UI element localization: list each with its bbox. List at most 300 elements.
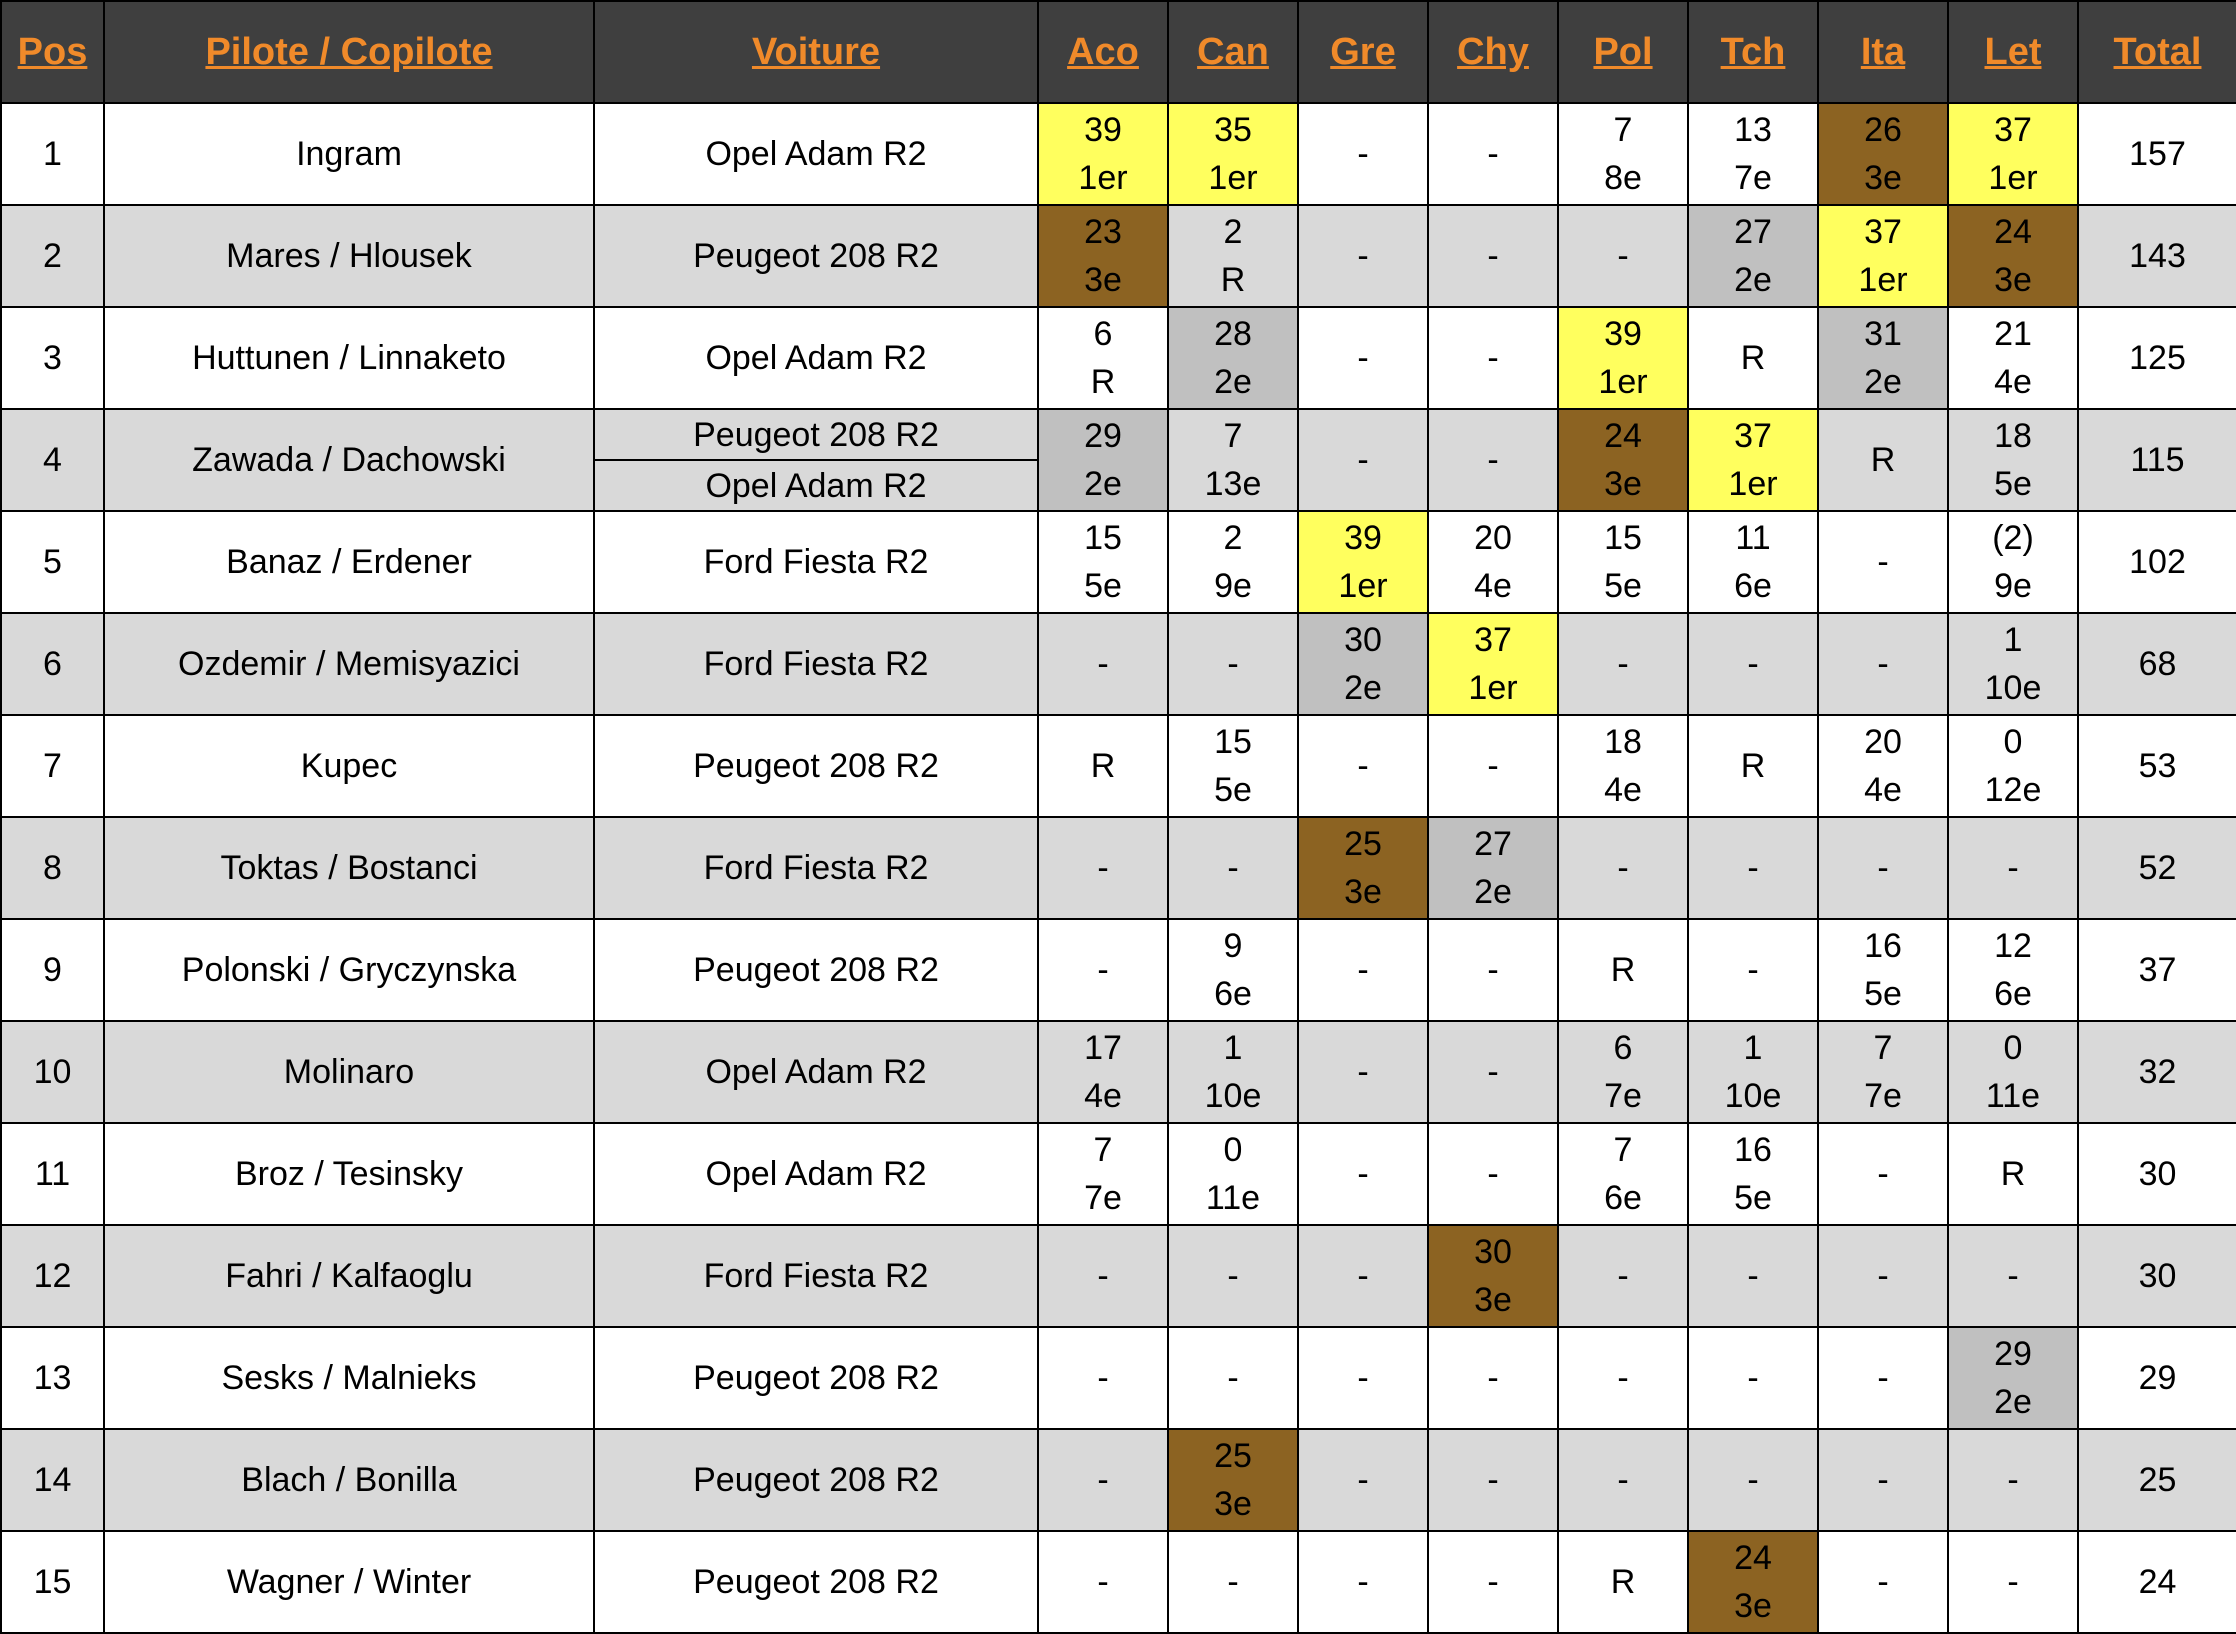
rally-result-cell bbox=[1688, 715, 1818, 817]
finish-place: 4e bbox=[1994, 363, 2032, 401]
finish-place: R bbox=[1090, 363, 1116, 401]
finish-place: 11e bbox=[1205, 1179, 1261, 1217]
rally-result-cell bbox=[1818, 103, 1948, 205]
total-cell: 30 bbox=[2078, 1123, 2236, 1225]
rally-result-cell bbox=[1948, 1531, 2078, 1633]
rally-result-cell bbox=[1558, 817, 1688, 919]
rally-result-cell bbox=[1948, 511, 2078, 613]
rally-result-cell bbox=[1168, 613, 1298, 715]
finish-place: 2e bbox=[1994, 1383, 2032, 1421]
points-value: 31 bbox=[1864, 315, 1902, 353]
points-value: R bbox=[1090, 747, 1116, 785]
points-value: 30 bbox=[1344, 621, 1382, 659]
points-value: - bbox=[1487, 237, 1499, 275]
points-value: 16 bbox=[1734, 1131, 1772, 1169]
points-value: 23 bbox=[1084, 213, 1122, 251]
finish-place: 5e bbox=[1214, 771, 1252, 809]
rally-result-cell bbox=[1168, 919, 1298, 1021]
points-value: - bbox=[1487, 951, 1499, 989]
finish-place: 3e bbox=[1604, 465, 1642, 503]
finish-place: 4e bbox=[1864, 771, 1902, 809]
total-cell: 157 bbox=[2078, 103, 2236, 205]
points-value: 35 bbox=[1214, 111, 1252, 149]
points-value: - bbox=[1357, 951, 1369, 989]
points-value: 1 bbox=[1743, 1029, 1763, 1067]
rally-result-cell bbox=[1298, 1327, 1428, 1429]
points-value: - bbox=[1487, 135, 1499, 173]
points-value: - bbox=[1357, 135, 1369, 173]
points-value: - bbox=[1617, 237, 1629, 275]
rally-result-cell bbox=[1428, 1021, 1558, 1123]
driver-cell: Ozdemir / Memisyazici bbox=[104, 613, 594, 715]
table-body bbox=[1, 103, 2236, 1633]
points-value: - bbox=[1747, 645, 1759, 683]
points-value: 28 bbox=[1214, 315, 1252, 353]
points-value: - bbox=[1877, 543, 1889, 581]
rally-result-cell bbox=[1948, 409, 2078, 511]
rally-result-cell bbox=[1688, 103, 1818, 205]
points-value: - bbox=[1357, 1257, 1369, 1295]
rally-result-cell bbox=[1948, 1021, 2078, 1123]
rally-result-cell bbox=[1298, 307, 1428, 409]
points-value: - bbox=[1487, 1461, 1499, 1499]
car-cell bbox=[594, 409, 1038, 511]
total-cell: 125 bbox=[2078, 307, 2236, 409]
finish-place: 1er bbox=[1988, 159, 2038, 197]
rally-result-cell bbox=[1688, 307, 1818, 409]
car-cell bbox=[594, 613, 1038, 715]
rally-result-cell bbox=[1948, 307, 2078, 409]
rally-result-cell bbox=[1428, 1327, 1558, 1429]
car-name: Opel Adam R2 bbox=[705, 135, 927, 173]
points-value: - bbox=[1357, 237, 1369, 275]
header-rally-pol: Pol bbox=[1558, 1, 1688, 103]
car-name: Peugeot 208 R2 bbox=[693, 1461, 939, 1499]
points-value: 18 bbox=[1994, 417, 2032, 455]
rally-result-cell bbox=[1038, 103, 1168, 205]
car-name: Opel Adam R2 bbox=[705, 1155, 927, 1193]
driver-cell: Zawada / Dachowski bbox=[104, 409, 594, 511]
points-value: 25 bbox=[1344, 825, 1382, 863]
points-value: - bbox=[1747, 951, 1759, 989]
points-value: 30 bbox=[1474, 1233, 1512, 1271]
points-value: 37 bbox=[1864, 213, 1902, 251]
finish-place: 1er bbox=[1208, 159, 1258, 197]
driver-cell: Wagner / Winter bbox=[104, 1531, 594, 1633]
points-value: - bbox=[1097, 1359, 1109, 1397]
points-value: 29 bbox=[1084, 417, 1122, 455]
rally-result-cell bbox=[1038, 1429, 1168, 1531]
points-value: - bbox=[1617, 849, 1629, 887]
rally-result-cell bbox=[1298, 817, 1428, 919]
rally-result-cell bbox=[1168, 1225, 1298, 1327]
finish-place: 3e bbox=[1474, 1281, 1512, 1319]
table-row bbox=[1, 1225, 2236, 1327]
finish-place: 3e bbox=[1084, 261, 1122, 299]
rally-result-cell bbox=[1428, 1429, 1558, 1531]
car-name: Peugeot 208 R2 bbox=[595, 410, 1037, 461]
finish-place: 3e bbox=[1344, 873, 1382, 911]
points-value: 16 bbox=[1864, 927, 1902, 965]
table-row bbox=[1, 1429, 2236, 1531]
points-value: - bbox=[1357, 1053, 1369, 1091]
rally-result-cell bbox=[1298, 511, 1428, 613]
rally-result-cell bbox=[1688, 409, 1818, 511]
rally-result-cell bbox=[1038, 817, 1168, 919]
points-value: - bbox=[1617, 1461, 1629, 1499]
rally-result-cell bbox=[1428, 409, 1558, 511]
points-value: - bbox=[1227, 1359, 1239, 1397]
points-value: 15 bbox=[1214, 723, 1252, 761]
finish-place: 5e bbox=[1084, 567, 1122, 605]
points-value: 11 bbox=[1735, 519, 1771, 557]
position-cell: 11 bbox=[1, 1123, 104, 1225]
points-value: - bbox=[1877, 1461, 1889, 1499]
finish-place: 7e bbox=[1604, 1077, 1642, 1115]
finish-place: 2e bbox=[1214, 363, 1252, 401]
finish-place: 2e bbox=[1864, 363, 1902, 401]
points-value: - bbox=[1097, 951, 1109, 989]
points-value: 37 bbox=[1474, 621, 1512, 659]
points-value: 1 bbox=[2003, 621, 2023, 659]
rally-result-cell bbox=[1558, 919, 1688, 1021]
car-name: Peugeot 208 R2 bbox=[693, 951, 939, 989]
header-rally-chy: Chy bbox=[1428, 1, 1558, 103]
car-list bbox=[595, 410, 1037, 510]
driver-cell: Broz / Tesinsky bbox=[104, 1123, 594, 1225]
points-value: - bbox=[1227, 1257, 1239, 1295]
points-value: - bbox=[1357, 1155, 1369, 1193]
rally-result-cell bbox=[1168, 511, 1298, 613]
header-rally-let: Let bbox=[1948, 1, 2078, 103]
car-cell bbox=[594, 1225, 1038, 1327]
header-rally-can: Can bbox=[1168, 1, 1298, 103]
car-name: Peugeot 208 R2 bbox=[693, 1359, 939, 1397]
car-name: Ford Fiesta R2 bbox=[703, 543, 929, 581]
total-cell: 30 bbox=[2078, 1225, 2236, 1327]
points-value: 25 bbox=[1214, 1437, 1252, 1475]
total-cell: 29 bbox=[2078, 1327, 2236, 1429]
finish-place: 6e bbox=[1214, 975, 1252, 1013]
table-row bbox=[1, 1531, 2236, 1633]
points-value: 24 bbox=[1994, 213, 2032, 251]
rally-result-cell bbox=[1038, 307, 1168, 409]
points-value: 7 bbox=[1093, 1131, 1113, 1169]
position-cell: 4 bbox=[1, 409, 104, 511]
points-value: - bbox=[1227, 849, 1239, 887]
points-value: - bbox=[2007, 849, 2019, 887]
car-cell bbox=[594, 511, 1038, 613]
points-value: 0 bbox=[1223, 1131, 1243, 1169]
points-value: 15 bbox=[1604, 519, 1642, 557]
points-value: 1 bbox=[1223, 1029, 1243, 1067]
car-name: Peugeot 208 R2 bbox=[693, 747, 939, 785]
car-cell bbox=[594, 1327, 1038, 1429]
rally-result-cell bbox=[1558, 1327, 1688, 1429]
points-value: 7 bbox=[1223, 417, 1243, 455]
table-row bbox=[1, 205, 2236, 307]
rally-result-cell bbox=[1818, 1021, 1948, 1123]
position-cell: 8 bbox=[1, 817, 104, 919]
points-value: - bbox=[1097, 1257, 1109, 1295]
rally-result-cell bbox=[1818, 1225, 1948, 1327]
finish-place: 1er bbox=[1078, 159, 1128, 197]
position-cell: 10 bbox=[1, 1021, 104, 1123]
points-value: 17 bbox=[1084, 1029, 1122, 1067]
finish-place: 6e bbox=[1994, 975, 2032, 1013]
header-total: Total bbox=[2078, 1, 2236, 103]
rally-result-cell bbox=[1038, 919, 1168, 1021]
points-value: R bbox=[1610, 951, 1636, 989]
rally-result-cell bbox=[1168, 205, 1298, 307]
rally-result-cell bbox=[1428, 103, 1558, 205]
car-name: Ford Fiesta R2 bbox=[703, 849, 929, 887]
total-cell: 53 bbox=[2078, 715, 2236, 817]
points-value: 7 bbox=[1613, 1131, 1633, 1169]
finish-place: 2e bbox=[1734, 261, 1772, 299]
points-value: R bbox=[1870, 441, 1896, 479]
points-value: - bbox=[1097, 645, 1109, 683]
points-value: 7 bbox=[1873, 1029, 1893, 1067]
rally-result-cell bbox=[1558, 1225, 1688, 1327]
position-cell: 7 bbox=[1, 715, 104, 817]
points-value: - bbox=[1357, 1563, 1369, 1601]
rally-result-cell bbox=[1558, 307, 1688, 409]
rally-result-cell bbox=[1168, 409, 1298, 511]
points-value: 39 bbox=[1604, 315, 1642, 353]
rally-result-cell bbox=[1558, 1531, 1688, 1633]
rally-result-cell bbox=[1298, 205, 1428, 307]
driver-cell: Banaz / Erdener bbox=[104, 511, 594, 613]
position-cell: 9 bbox=[1, 919, 104, 1021]
rally-result-cell bbox=[1688, 919, 1818, 1021]
position-cell: 5 bbox=[1, 511, 104, 613]
points-value: 21 bbox=[1994, 315, 2032, 353]
car-name: Peugeot 208 R2 bbox=[693, 237, 939, 275]
points-value: - bbox=[1487, 1155, 1499, 1193]
finish-place: 11e bbox=[1985, 1077, 2041, 1115]
table-row bbox=[1, 613, 2236, 715]
points-value: 39 bbox=[1344, 519, 1382, 557]
position-cell: 6 bbox=[1, 613, 104, 715]
rally-result-cell bbox=[1428, 613, 1558, 715]
rally-result-cell bbox=[1558, 613, 1688, 715]
rally-result-cell bbox=[1168, 817, 1298, 919]
table-row bbox=[1, 511, 2236, 613]
car-cell bbox=[594, 919, 1038, 1021]
rally-result-cell bbox=[1428, 1531, 1558, 1633]
points-value: - bbox=[1877, 1359, 1889, 1397]
points-value: - bbox=[1097, 1563, 1109, 1601]
car-cell bbox=[594, 205, 1038, 307]
total-cell: 68 bbox=[2078, 613, 2236, 715]
rally-result-cell bbox=[1948, 103, 2078, 205]
rally-result-cell bbox=[1038, 1021, 1168, 1123]
car-name: Peugeot 208 R2 bbox=[693, 1563, 939, 1601]
rally-result-cell bbox=[1948, 613, 2078, 715]
points-value: - bbox=[1877, 1563, 1889, 1601]
driver-cell: Toktas / Bostanci bbox=[104, 817, 594, 919]
points-value: 9 bbox=[1223, 927, 1243, 965]
finish-place: 1er bbox=[1338, 567, 1388, 605]
rally-result-cell bbox=[1558, 205, 1688, 307]
rally-result-cell bbox=[1948, 817, 2078, 919]
rally-result-cell bbox=[1558, 103, 1688, 205]
points-value: 20 bbox=[1864, 723, 1902, 761]
position-cell: 14 bbox=[1, 1429, 104, 1531]
header-rally-tch: Tch bbox=[1688, 1, 1818, 103]
points-value: - bbox=[1487, 1359, 1499, 1397]
points-value: - bbox=[1357, 1359, 1369, 1397]
rally-result-cell bbox=[1688, 1021, 1818, 1123]
points-value: - bbox=[2007, 1563, 2019, 1601]
rally-result-cell bbox=[1818, 307, 1948, 409]
rally-result-cell bbox=[1688, 613, 1818, 715]
driver-cell: Ingram bbox=[104, 103, 594, 205]
position-cell: 13 bbox=[1, 1327, 104, 1429]
finish-place: 4e bbox=[1084, 1077, 1122, 1115]
header-car: Voiture bbox=[594, 1, 1038, 103]
points-value: - bbox=[1617, 1257, 1629, 1295]
rally-result-cell bbox=[1818, 205, 1948, 307]
rally-result-cell bbox=[1948, 1327, 2078, 1429]
points-value: - bbox=[1487, 339, 1499, 377]
finish-place: 13e bbox=[1204, 465, 1262, 503]
rally-result-cell bbox=[1818, 409, 1948, 511]
points-value: 26 bbox=[1864, 111, 1902, 149]
rally-result-cell bbox=[1688, 1327, 1818, 1429]
rally-result-cell bbox=[1428, 1225, 1558, 1327]
rally-result-cell bbox=[1948, 1123, 2078, 1225]
driver-cell: Sesks / Malnieks bbox=[104, 1327, 594, 1429]
points-value: - bbox=[1747, 849, 1759, 887]
points-value: 39 bbox=[1084, 111, 1122, 149]
finish-place: 4e bbox=[1474, 567, 1512, 605]
finish-place: 7e bbox=[1734, 159, 1772, 197]
header-rally-aco: Aco bbox=[1038, 1, 1168, 103]
table-row bbox=[1, 1123, 2236, 1225]
position-cell: 3 bbox=[1, 307, 104, 409]
car-cell bbox=[594, 1021, 1038, 1123]
points-value: - bbox=[1227, 645, 1239, 683]
rally-result-cell bbox=[1038, 511, 1168, 613]
table-header bbox=[1, 1, 2236, 103]
points-value: - bbox=[1747, 1257, 1759, 1295]
rally-result-cell bbox=[1298, 1429, 1428, 1531]
rally-result-cell bbox=[1688, 1225, 1818, 1327]
finish-place: 7e bbox=[1084, 1179, 1122, 1217]
rally-result-cell bbox=[1428, 1123, 1558, 1225]
points-value: - bbox=[1877, 645, 1889, 683]
finish-place: 5e bbox=[1734, 1179, 1772, 1217]
rally-result-cell bbox=[1298, 1225, 1428, 1327]
rally-result-cell bbox=[1428, 715, 1558, 817]
table-row bbox=[1, 817, 2236, 919]
finish-place: 3e bbox=[1994, 261, 2032, 299]
finish-place: 3e bbox=[1734, 1587, 1772, 1625]
points-value: 7 bbox=[1613, 111, 1633, 149]
finish-place: 9e bbox=[1214, 567, 1252, 605]
rally-result-cell bbox=[1298, 103, 1428, 205]
points-value: R bbox=[1740, 339, 1766, 377]
total-cell: 143 bbox=[2078, 205, 2236, 307]
driver-cell: Huttunen / Linnaketo bbox=[104, 307, 594, 409]
rally-result-cell bbox=[1558, 715, 1688, 817]
rally-result-cell bbox=[1168, 307, 1298, 409]
rally-result-cell bbox=[1558, 409, 1688, 511]
car-name: Ford Fiesta R2 bbox=[703, 1257, 929, 1295]
points-value: R bbox=[1740, 747, 1766, 785]
rally-result-cell bbox=[1818, 1327, 1948, 1429]
points-value: 24 bbox=[1604, 417, 1642, 455]
finish-place: 1er bbox=[1598, 363, 1648, 401]
points-value: 15 bbox=[1084, 519, 1122, 557]
points-value: 24 bbox=[1734, 1539, 1772, 1577]
points-value: - bbox=[1357, 441, 1369, 479]
car-cell bbox=[594, 103, 1038, 205]
total-cell: 24 bbox=[2078, 1531, 2236, 1633]
header-driver: Pilote / Copilote bbox=[104, 1, 594, 103]
total-cell: 32 bbox=[2078, 1021, 2236, 1123]
rally-result-cell bbox=[1038, 1327, 1168, 1429]
finish-place: 12e bbox=[1984, 771, 2042, 809]
points-value: - bbox=[1357, 339, 1369, 377]
car-name: Opel Adam R2 bbox=[705, 1053, 927, 1091]
points-value: - bbox=[1487, 441, 1499, 479]
finish-place: 6e bbox=[1604, 1179, 1642, 1217]
rally-result-cell bbox=[1688, 511, 1818, 613]
rally-result-cell bbox=[1688, 205, 1818, 307]
table-row bbox=[1, 307, 2236, 409]
total-cell: 102 bbox=[2078, 511, 2236, 613]
rally-result-cell bbox=[1038, 205, 1168, 307]
rally-result-cell bbox=[1428, 205, 1558, 307]
car-name: Opel Adam R2 bbox=[705, 339, 927, 377]
rally-result-cell bbox=[1168, 1021, 1298, 1123]
driver-cell: Fahri / Kalfaoglu bbox=[104, 1225, 594, 1327]
table-row bbox=[1, 103, 2236, 205]
points-value: - bbox=[1877, 849, 1889, 887]
finish-place: 9e bbox=[1994, 567, 2032, 605]
finish-place: 6e bbox=[1734, 567, 1772, 605]
rally-result-cell bbox=[1168, 1123, 1298, 1225]
points-value: 18 bbox=[1604, 723, 1642, 761]
finish-place: 10e bbox=[1204, 1077, 1262, 1115]
finish-place: 1er bbox=[1728, 465, 1778, 503]
rally-result-cell bbox=[1298, 1123, 1428, 1225]
driver-cell: Polonski / Gryczynska bbox=[104, 919, 594, 1021]
finish-place: R bbox=[1220, 261, 1246, 299]
points-value: - bbox=[1487, 1563, 1499, 1601]
points-value: R bbox=[1610, 1563, 1636, 1601]
finish-place: 3e bbox=[1214, 1485, 1252, 1523]
points-value: 20 bbox=[1474, 519, 1512, 557]
total-cell: 115 bbox=[2078, 409, 2236, 511]
total-cell: 52 bbox=[2078, 817, 2236, 919]
car-cell bbox=[594, 715, 1038, 817]
position-cell: 2 bbox=[1, 205, 104, 307]
driver-cell: Mares / Hlousek bbox=[104, 205, 594, 307]
total-cell: 37 bbox=[2078, 919, 2236, 1021]
points-value: R bbox=[2000, 1155, 2026, 1193]
rally-result-cell bbox=[1558, 511, 1688, 613]
rally-result-cell bbox=[1298, 1531, 1428, 1633]
rally-result-cell bbox=[1298, 409, 1428, 511]
rally-result-cell bbox=[1168, 715, 1298, 817]
rally-result-cell bbox=[1298, 1021, 1428, 1123]
rally-result-cell bbox=[1168, 1531, 1298, 1633]
rally-result-cell bbox=[1818, 1531, 1948, 1633]
